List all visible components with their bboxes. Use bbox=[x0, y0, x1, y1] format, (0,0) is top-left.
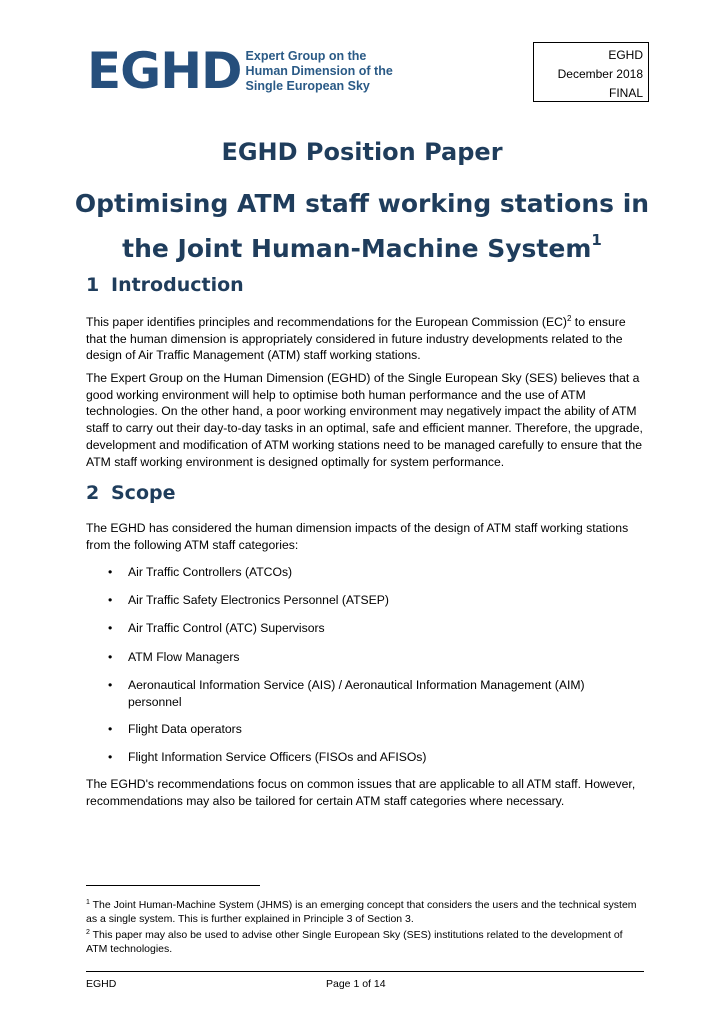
bullet-icon: • bbox=[108, 621, 113, 635]
eghd-logo bbox=[87, 42, 393, 100]
list-item bbox=[108, 649, 608, 666]
doc-code: EGHD bbox=[608, 48, 643, 62]
logo-line: Single European Sky bbox=[245, 78, 370, 93]
section-heading-introduction bbox=[86, 274, 244, 296]
page-number: Page 1 of 14 bbox=[326, 978, 386, 990]
bullet-icon: • bbox=[108, 750, 113, 764]
footnote bbox=[86, 926, 644, 956]
list-item-text: Aeronautical Information Service (AIS) / Aeronautical Information Management (AIM) personnel bbox=[128, 678, 585, 709]
paragraph-text: to ensure that the human dimension is appropriately considered in future industry developments related to the design of Air Traffic Management (ATM) staff working stations. bbox=[86, 315, 626, 363]
bullet-icon: • bbox=[108, 593, 113, 607]
footnote-ref: 2 bbox=[566, 314, 572, 323]
footer-divider bbox=[86, 971, 644, 972]
bullet-icon: • bbox=[108, 565, 113, 579]
footnote-text: This paper may also be used to advise other Single European Sky (SES) institutions related to the development of ATM technologies. bbox=[86, 929, 623, 955]
list-item bbox=[108, 749, 608, 766]
list-item-text: ATM Flow Managers bbox=[128, 650, 240, 664]
scope-paragraph-1: The EGHD has considered the human dimension impacts of the design of ATM staff working stations from the following ATM staff categories: bbox=[86, 521, 629, 552]
paragraph-text: This paper identifies principles and recommendations for the European Commission (EC) bbox=[86, 315, 567, 329]
footnote-divider bbox=[86, 885, 260, 886]
list-item bbox=[108, 592, 608, 609]
doc-status: FINAL bbox=[608, 86, 643, 100]
intro-paragraph-2: The Expert Group on the Human Dimension (EGHD) of the Single European Sky (SES) believes that a good working environment will help to optimise both human performance and the use of ATM technologies. On the other hand, a poor working environment may negatively impact the ability of ATM staff to carry out their day-to-day tasks in an optimal, safe and efficient manner. Therefore, the upgrade, development and modification of ATM working stations need to be managed carefully to ensure that the ATM staff working environment is designed optimally for system performance. bbox=[86, 371, 643, 469]
list-item-text: Air Traffic Safety Electronics Personnel (ATSEP) bbox=[128, 593, 389, 607]
logo-text bbox=[246, 49, 393, 94]
footnote bbox=[86, 896, 644, 926]
list-item bbox=[108, 677, 608, 710]
list-item-text: Flight Information Service Officers (FISOs and AFISOs) bbox=[128, 750, 427, 764]
logo-line: Expert Group on the bbox=[245, 48, 367, 63]
footnote-mark: 1 bbox=[86, 899, 90, 906]
footnote-text: The Joint Human-Machine System (JHMS) is an emerging concept that considers the users and the technical system as a single system. This is further explained in Principle 3 of Section 3. bbox=[86, 899, 637, 925]
bullet-icon: • bbox=[108, 678, 113, 692]
intro-paragraph-1 bbox=[86, 311, 644, 364]
section-title: Introduction bbox=[111, 274, 244, 296]
list-item-text: Air Traffic Controllers (ATCOs) bbox=[128, 565, 293, 579]
bullet-icon: • bbox=[108, 650, 113, 664]
list-item-text: Air Traffic Control (ATC) Supervisors bbox=[128, 621, 325, 635]
document-type-title: EGHD Position Paper bbox=[221, 138, 503, 166]
document-title bbox=[0, 186, 724, 267]
section-number: 1 bbox=[86, 274, 100, 296]
list-item-text: Flight Data operators bbox=[128, 722, 242, 736]
logo-line: Human Dimension of the bbox=[245, 63, 393, 78]
footnote-ref: 1 bbox=[591, 231, 602, 249]
scope-paragraph-2: The EGHD's recommendations focus on common issues that are applicable to all ATM staff. However, recommendations may also be tailored for certain ATM staff categories where necessary. bbox=[86, 777, 636, 808]
doc-date: December 2018 bbox=[557, 67, 643, 81]
logo-mark: EGHD bbox=[87, 42, 242, 100]
list-item bbox=[108, 620, 608, 637]
list-item bbox=[108, 721, 608, 738]
section-title: Scope bbox=[111, 482, 176, 504]
footer-left: EGHD bbox=[86, 978, 117, 990]
section-heading-scope bbox=[86, 482, 176, 504]
title-line bbox=[0, 222, 724, 267]
list-item bbox=[108, 564, 608, 581]
title-text: the Joint Human-Machine System bbox=[122, 234, 592, 263]
title-line: Optimising ATM staff working stations in bbox=[74, 189, 650, 218]
bullet-icon: • bbox=[108, 722, 113, 736]
footnote-mark: 2 bbox=[86, 929, 90, 936]
section-number: 2 bbox=[86, 482, 100, 504]
document-info-box bbox=[533, 42, 649, 102]
